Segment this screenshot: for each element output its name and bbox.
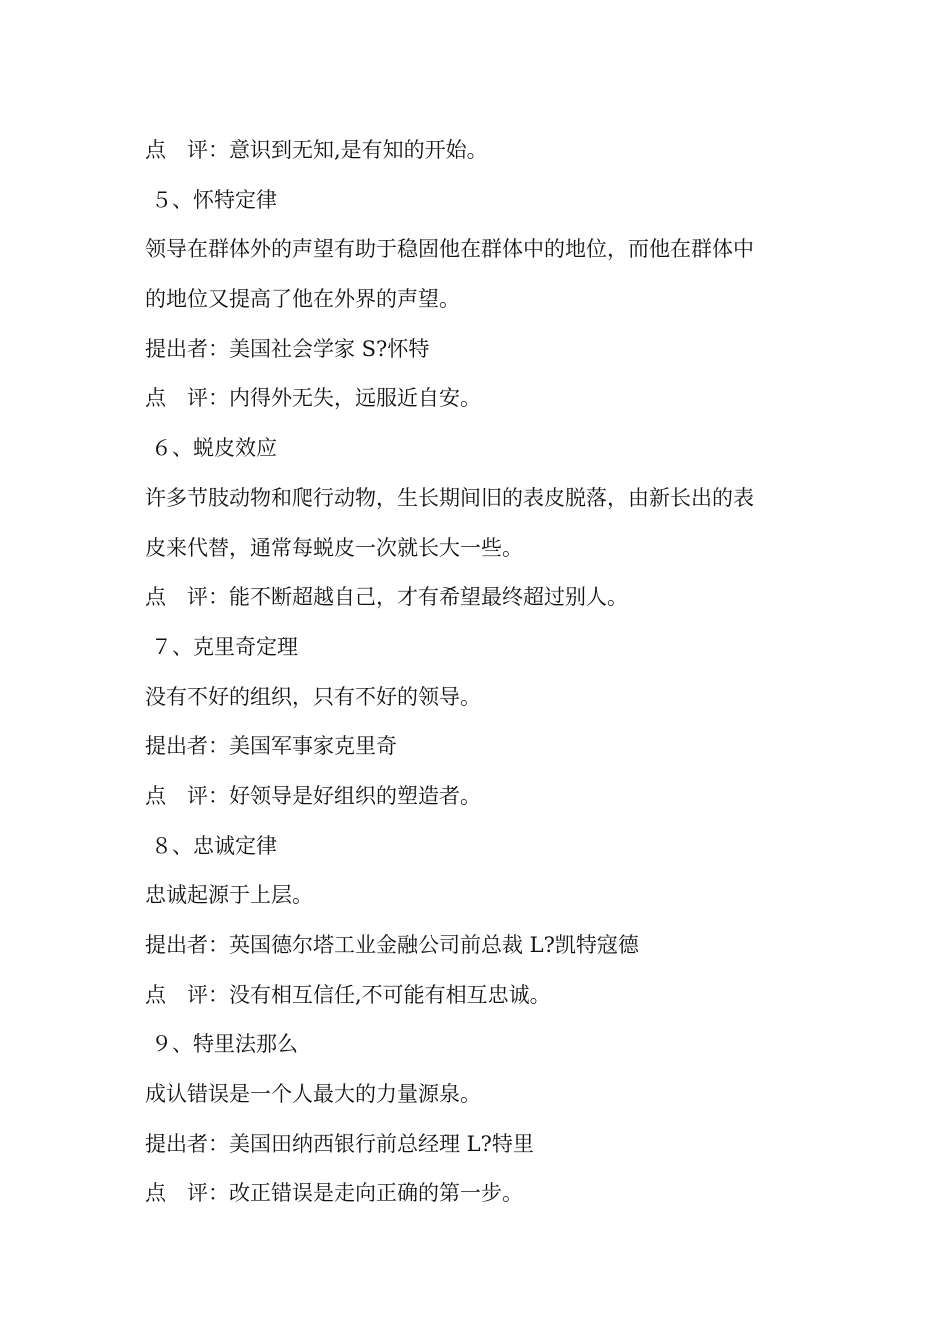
proposer-line: 提出者：美国社会学家 S?怀特 <box>145 336 430 361</box>
section-heading: ５、怀特定律 <box>151 187 277 212</box>
section-heading: ７、克里奇定理 <box>151 634 298 659</box>
comment-line: 点 评：好领导是好组织的塑造者。 <box>145 783 481 808</box>
proposer-line: 提出者：美国军事家克里奇 <box>145 734 397 759</box>
comment-line: 点 评：内得外无失，远服近自安。 <box>145 386 481 411</box>
section-heading: ９、特里法那么 <box>151 1032 298 1057</box>
document-body <box>145 126 825 1219</box>
section-heading: ６、蜕皮效应 <box>151 436 277 461</box>
comment-line: 点 评：改正错误是走向正确的第一步。 <box>145 1181 523 1206</box>
body-line: 的地位又提高了他在外界的声望。 <box>145 287 460 312</box>
body-line: 领导在群体外的声望有助于稳固他在群体中的地位，而他在群体中 <box>145 237 754 262</box>
body-line: 许多节肢动物和爬行动物，生长期间旧的表皮脱落，由新长出的表 <box>145 485 754 510</box>
body-line: 皮来代替，通常每蜕皮一次就长大一些。 <box>145 535 523 560</box>
comment-line: 点 评：没有相互信任,不可能有相互忠诚。 <box>145 982 551 1007</box>
body-line: 没有不好的组织，只有不好的领导。 <box>145 684 481 709</box>
body-line: 忠诚起源于上层。 <box>145 883 313 908</box>
proposer-line: 提出者：英国德尔塔工业金融公司前总裁 L?凯特寇德 <box>145 933 639 957</box>
body-line: 成认错误是一个人最大的力量源泉。 <box>145 1082 481 1107</box>
comment-line: 点 评：能不断超越自己，才有希望最终超过别人。 <box>145 585 628 610</box>
comment-line: 点 评：意识到无知,是有知的开始。 <box>145 138 488 162</box>
section-heading: ８、忠诚定律 <box>151 833 277 858</box>
proposer-line: 提出者：美国田纳西银行前总经理 L?特里 <box>145 1131 534 1156</box>
